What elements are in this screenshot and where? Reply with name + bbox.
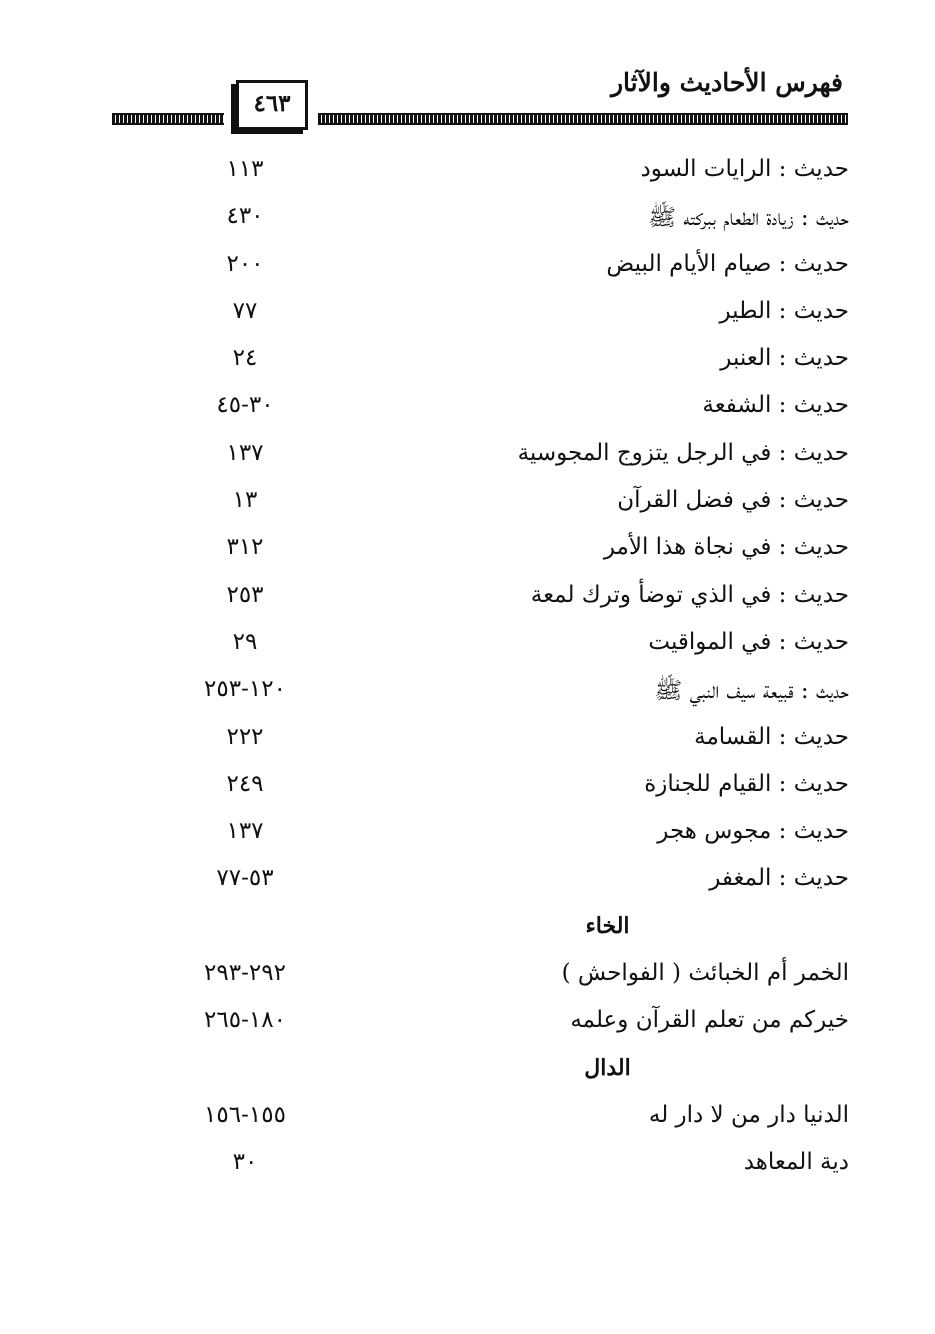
entry-text: حديث : العنبر xyxy=(720,345,849,372)
section-heading-text: الخاء xyxy=(585,912,630,939)
index-entry xyxy=(0,670,935,717)
entry-text: حديث : الشفعة xyxy=(702,392,849,419)
entry-text: الخمر أم الخبائث ( الفواحش ) xyxy=(561,960,849,987)
entry-text: حديث : في فضل القرآن xyxy=(617,487,849,514)
index-entry xyxy=(0,339,935,386)
index-entry xyxy=(0,812,935,859)
entry-text: حديث : في المواقيت xyxy=(648,628,849,655)
entry-text: حديث : قبيعة سيف النبي ﷺ xyxy=(654,678,849,705)
entry-page: ١٢٠-٢٥٣ xyxy=(204,676,286,703)
index-entry xyxy=(0,197,935,244)
entry-page: ٧٧ xyxy=(232,297,258,324)
index-entry xyxy=(0,1001,935,1048)
entry-page: ٢٤٩ xyxy=(226,770,264,797)
index-entry xyxy=(0,576,935,623)
section-heading-text: الدال xyxy=(584,1054,631,1081)
index-entry xyxy=(0,765,935,812)
entry-text: حديث : القسامة xyxy=(694,723,849,750)
entry-text: حديث : المغفر xyxy=(709,865,849,892)
entry-page: ٢٥٣ xyxy=(226,581,264,608)
entry-text: حديث : في الرجل يتزوج المجوسية xyxy=(517,439,849,466)
entry-page: ٣١٢ xyxy=(226,534,264,561)
index-entry xyxy=(0,718,935,765)
entry-page: ٤٣٠ xyxy=(226,203,264,230)
entry-page: ١٨٠-٢٦٥ xyxy=(204,1007,286,1034)
index-entry xyxy=(0,859,935,906)
entry-page: ٣٠ xyxy=(232,1149,258,1176)
index-entry xyxy=(0,481,935,528)
entry-text: حديث : الطير xyxy=(719,297,849,324)
index-entry xyxy=(0,954,935,1001)
index-entry xyxy=(0,150,935,197)
header-rule-right xyxy=(318,113,848,125)
entry-page: ١٥٥-١٥٦ xyxy=(204,1101,286,1128)
entry-text: حديث : زيادة الطعام ببركته ﷺ xyxy=(648,205,849,232)
index-entry xyxy=(0,245,935,292)
entry-text: خيركم من تعلم القرآن وعلمه xyxy=(570,1007,849,1034)
index-entry xyxy=(0,1143,935,1190)
entry-text: دية المعاهد xyxy=(743,1149,849,1176)
page-number: ٤٦٣ xyxy=(236,80,308,130)
entry-page: ١٣٧ xyxy=(226,439,264,466)
running-title: فهرس الأحاديث والآثار xyxy=(610,68,843,97)
index-entry xyxy=(0,434,935,481)
entry-text: حديث : القيام للجنازة xyxy=(644,770,849,797)
entry-page: ٢٩٢-٢٩٣ xyxy=(204,960,286,987)
entry-page: ٢٤ xyxy=(232,345,258,372)
index-list xyxy=(0,150,935,1191)
index-entry xyxy=(0,386,935,433)
index-entry xyxy=(0,292,935,339)
entry-page: ٢٩ xyxy=(232,628,258,655)
entry-page: ٣٠-٤٥ xyxy=(216,392,274,419)
entry-text: حديث : في الذي توضأ وترك لمعة xyxy=(530,581,849,608)
index-entry xyxy=(0,528,935,575)
header-rule-left xyxy=(112,113,224,125)
entry-page: ٢٢٢ xyxy=(226,723,264,750)
index-entry xyxy=(0,623,935,670)
entry-page: ٥٣-٧٧ xyxy=(216,865,274,892)
entry-text: الدنيا دار من لا دار له xyxy=(648,1101,849,1128)
entry-text: حديث : في نجاة هذا الأمر xyxy=(603,534,849,561)
index-entry xyxy=(0,1096,935,1143)
entry-page: ١٣ xyxy=(232,487,258,514)
entry-page: ١٣٧ xyxy=(226,818,264,845)
section-heading xyxy=(0,1049,935,1096)
entry-page: ١١٣ xyxy=(226,156,264,182)
entry-text: حديث : صيام الأيام البيض xyxy=(606,250,849,277)
entry-text: حديث : مجوس هجر xyxy=(657,818,849,845)
section-heading xyxy=(0,907,935,954)
entry-text: حديث : الرايات السود xyxy=(640,156,849,182)
entry-page: ٢٠٠ xyxy=(226,250,264,277)
